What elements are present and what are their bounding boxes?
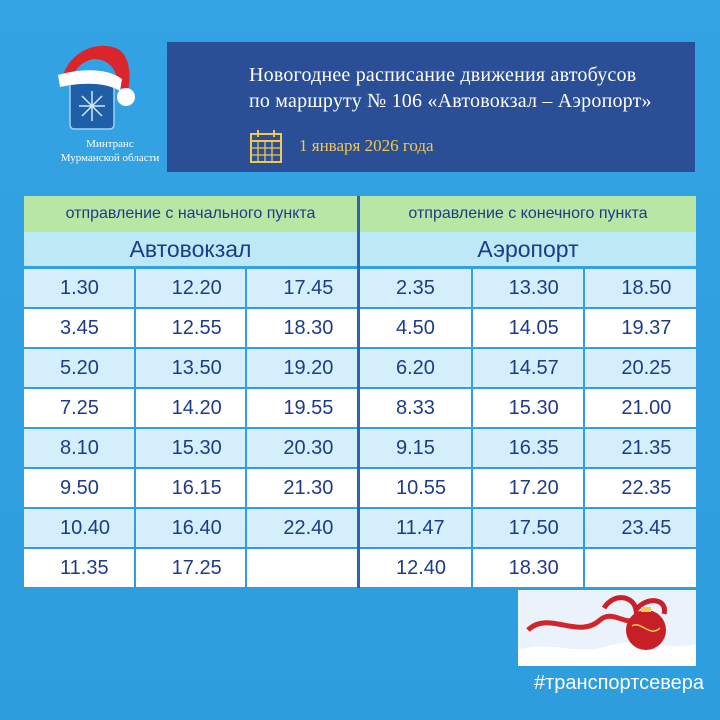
christmas-ornament-icon: [518, 590, 696, 666]
departure-time: 12.20: [136, 269, 246, 307]
santa-hat-emblem-icon: [48, 35, 144, 135]
departure-time: 18.50: [585, 269, 696, 307]
logo-line1: Минтранс: [86, 138, 134, 150]
departure-time: 4.50: [360, 309, 471, 347]
departure-time: 17.20: [473, 469, 584, 507]
section-label-start: отправление с начального пункта: [24, 196, 357, 232]
title-line2: по маршруту № 106 «Автовокзал – Аэропорт»: [249, 90, 652, 112]
table-row: [360, 269, 696, 307]
table-row: [360, 549, 696, 587]
departure-time: 14.20: [136, 389, 246, 427]
table-row: [360, 429, 696, 467]
table-row: [24, 309, 357, 347]
departure-time: 17.50: [473, 509, 584, 547]
table-row: [24, 349, 357, 387]
ministry-logo: [40, 35, 160, 175]
page-title: [249, 62, 652, 114]
departure-time: 8.10: [24, 429, 134, 467]
calendar-icon: [249, 128, 283, 164]
logo-line2: Мурманской области: [60, 152, 160, 164]
departure-time: 1.30: [24, 269, 134, 307]
departure-time: 14.05: [473, 309, 584, 347]
departure-time: 3.45: [24, 309, 134, 347]
table-row: [360, 349, 696, 387]
departure-time: 20.30: [247, 429, 357, 467]
schedule-table: [24, 196, 696, 588]
departure-time: 8.33: [360, 389, 471, 427]
departure-time: 18.30: [247, 309, 357, 347]
departure-time: 9.15: [360, 429, 471, 467]
stop-name-end: Аэропорт: [360, 232, 696, 266]
departure-time: 11.35: [24, 549, 134, 587]
departure-time: 10.55: [360, 469, 471, 507]
departure-time: 23.45: [585, 509, 696, 547]
departure-time: 19.37: [585, 309, 696, 347]
departure-time: 12.40: [360, 549, 471, 587]
departure-time: 22.35: [585, 469, 696, 507]
departures-from-start: [24, 196, 357, 588]
departure-time: 15.30: [473, 389, 584, 427]
hashtag: #транспортсевера: [534, 672, 705, 694]
schedule-date: 1 января 2026 года: [299, 136, 434, 155]
table-row: [24, 469, 357, 507]
departure-time: 21.00: [585, 389, 696, 427]
departure-time: 17.25: [136, 549, 246, 587]
departure-time: 20.25: [585, 349, 696, 387]
table-row: [24, 549, 357, 587]
times-list-end: [360, 269, 696, 587]
departure-time: [585, 549, 696, 587]
departure-time: 12.55: [136, 309, 246, 347]
departure-time: 18.30: [473, 549, 584, 587]
departure-time: 11.47: [360, 509, 471, 547]
departure-time: 17.45: [247, 269, 357, 307]
title-line1: Новогоднее расписание движения автобусов: [249, 64, 637, 86]
times-list-start: [24, 269, 357, 587]
departure-time: 5.20: [24, 349, 134, 387]
departure-time: 21.35: [585, 429, 696, 467]
stop-name-start: Автовокзал: [24, 232, 357, 266]
departure-time: 16.35: [473, 429, 584, 467]
departure-time: 19.20: [247, 349, 357, 387]
header-panel: [167, 42, 695, 172]
departure-time: [247, 549, 357, 587]
departure-time: 9.50: [24, 469, 134, 507]
table-row: [24, 509, 357, 547]
departure-time: 10.40: [24, 509, 134, 547]
table-row: [24, 269, 357, 307]
departure-time: 14.57: [473, 349, 584, 387]
section-label-end: отправление с конечного пункта: [360, 196, 696, 232]
table-row: [360, 389, 696, 427]
departure-time: 16.15: [136, 469, 246, 507]
table-row: [24, 429, 357, 467]
departure-time: 6.20: [360, 349, 471, 387]
table-row: [360, 309, 696, 347]
departure-time: 7.25: [24, 389, 134, 427]
table-row: [360, 509, 696, 547]
table-row: [24, 389, 357, 427]
departure-time: 22.40: [247, 509, 357, 547]
departure-time: 13.30: [473, 269, 584, 307]
departure-time: 13.50: [136, 349, 246, 387]
departure-time: 16.40: [136, 509, 246, 547]
departure-time: 19.55: [247, 389, 357, 427]
departure-time: 15.30: [136, 429, 246, 467]
departure-time: 2.35: [360, 269, 471, 307]
departures-from-end: [360, 196, 696, 588]
departure-time: 21.30: [247, 469, 357, 507]
table-row: [360, 469, 696, 507]
